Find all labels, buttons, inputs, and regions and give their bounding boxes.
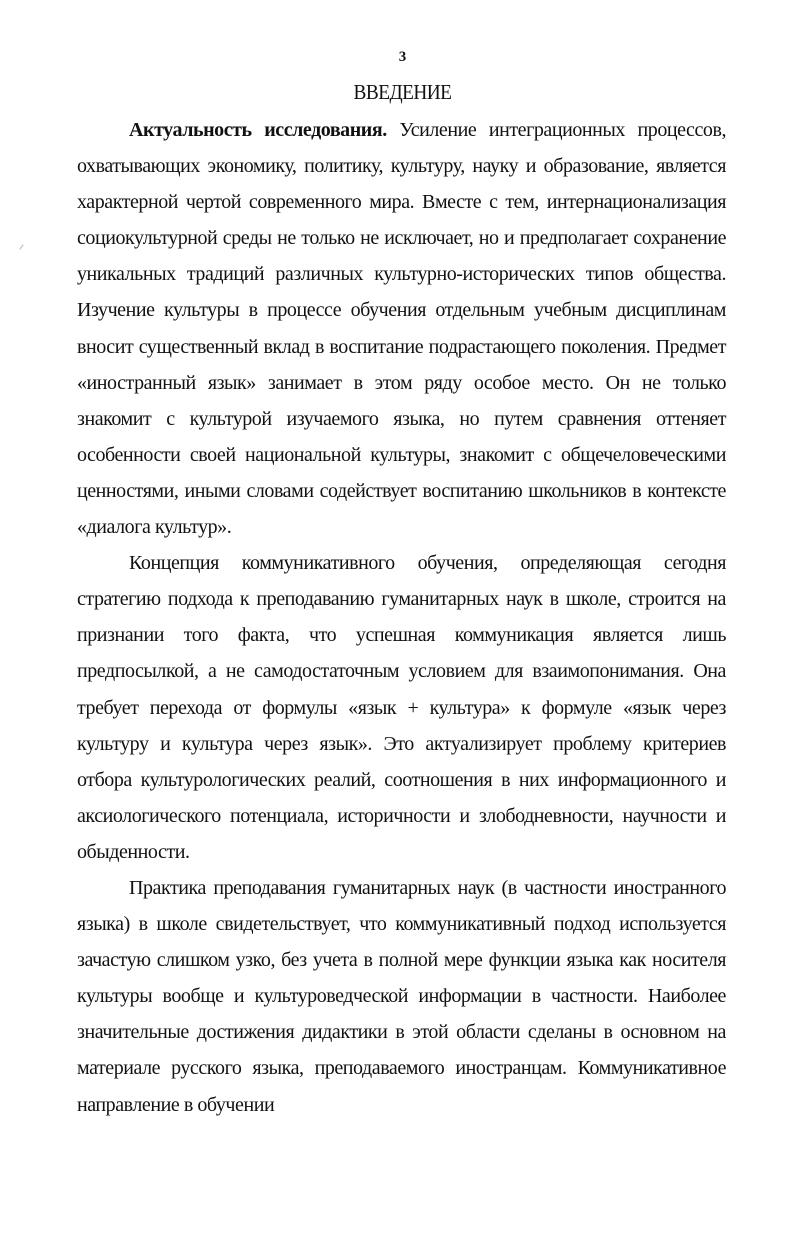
section-heading: ВВЕДЕНИЕ — [353, 80, 452, 104]
body-text — [77, 112, 726, 1123]
paragraph-text: Усиление интеграционных процессов, охватывающих экономику, политику, культуру, науку и образование, является характерной чертой современного мира. Вместе с тем, интернационализация социокультурной среды не только не исключает, но и предполагает сохранение уникальных традиций различных культурно-исторических типов общества. Изучение культуры в процессе обучения отдельным учебным дисциплинам вносит существенный вклад в воспитание подрастающего поколения. Предмет «иностранный язык» занимает в этом ряду особое место. Он не только знакомит с культурой изучаемого языка, но путем сравнения оттеняет особенности своей национальной культуры, знакомит с общечеловеческими ценностями, иными словами содействует воспитанию школьников в контексте «диалога культур». — [77, 119, 726, 539]
scan-artifact — [19, 244, 23, 249]
paragraph-text: Концепция коммуникативного обучения, определяющая сегодня стратегию подхода к преподаванию гуманитарных наук в школе, строится на признании того факта, что успешная коммуникация является лишь предпосылкой, а не самодостаточным условием для взаимопонимания. Она требует перехода от формулы «язык + культура» к формуле «язык через культуру и культура через язык». Это актуализирует проблему критериев отбора культурологических реалий, соотношения в них информационного и аксиологического потенциала, историчности и злободневности, научности и обыденности. — [77, 552, 726, 863]
paragraph-relevance — [77, 112, 726, 545]
page-number: 3 — [398, 49, 407, 65]
paragraph-lead: Актуальность исследования. — [129, 119, 387, 141]
paragraph-communicative-concept — [77, 545, 726, 870]
paragraph-text: Практика преподавания гуманитарных наук (в частности иностранного языка) в школе свидетельствует, что коммуникативный подход используется зачастую слишком узко, без учета в полной мере функции языка как носителя культуры вообще и культуроведческой информации в частности. Наиболее значительные достижения дидактики в этой области сделаны в основном на материале русского языка, преподаваемого иностранцам. Коммуникативное направление в обучении — [77, 876, 726, 1116]
paragraph-teaching-practice — [77, 870, 726, 1123]
